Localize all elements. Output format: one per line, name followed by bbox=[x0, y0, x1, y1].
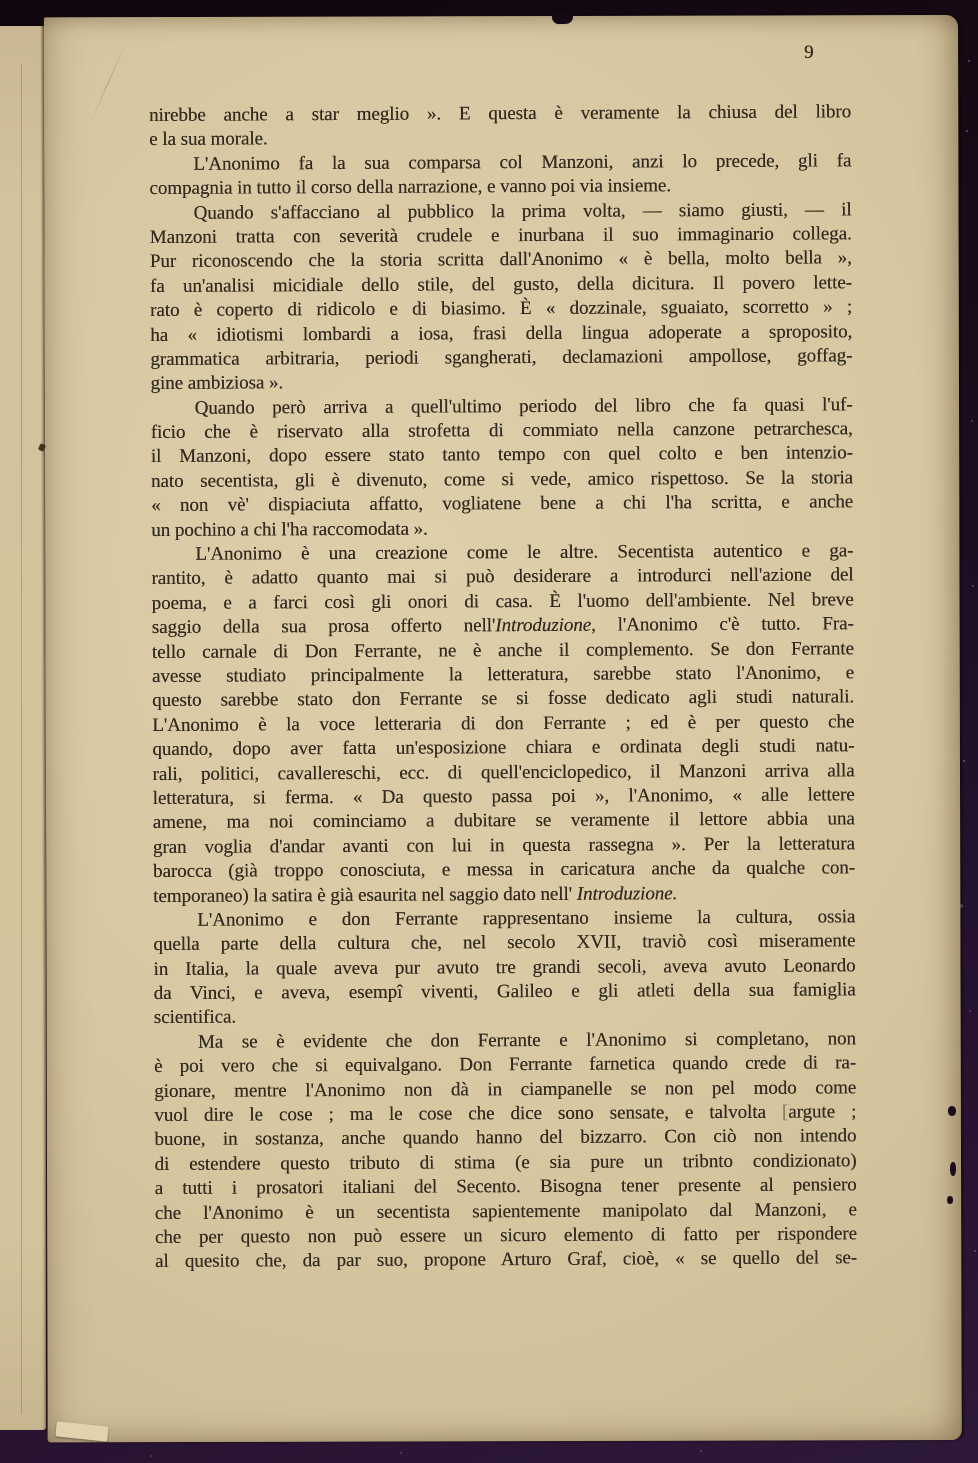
text-segment: « non vè' dispiaciuta affatto, vogliatene bene a chi l'ha scritta, e anche bbox=[151, 491, 854, 517]
text-segment: [ bbox=[781, 1101, 789, 1123]
text-line bbox=[150, 271, 852, 299]
text-segment: a tutti i prosatori italiani del Secento. Bisogna tener presente al pensiero bbox=[154, 1174, 857, 1200]
text-line bbox=[152, 734, 854, 762]
text-segment: Manzoni tratta con severità crudele e inurbana il suo immaginario collega. bbox=[149, 223, 852, 248]
text-segment: amene, ma noi cominciamo a dubitare se veramente il lettore abbia una bbox=[152, 808, 855, 834]
text-line bbox=[150, 295, 852, 323]
text-line bbox=[154, 1076, 856, 1104]
text-segment: che l'Anonimo è un secentista sapientemente manipolato dal Manzoni, e bbox=[154, 1198, 857, 1224]
text-segment: quando, dopo aver fatta un'esposizione chiara e ordinata degli studi natu- bbox=[152, 735, 855, 761]
text-segment: saggio della sua prosa offerto nell' bbox=[151, 615, 496, 639]
text-line bbox=[154, 1125, 856, 1153]
text-line bbox=[151, 515, 853, 543]
text-segment: ha « idiotismi lombardi a iosa, frasi della lingua adoperate a sproposito, bbox=[150, 320, 853, 346]
text-line bbox=[152, 588, 854, 616]
text-segment: argute ; bbox=[788, 1101, 857, 1123]
text-line bbox=[152, 759, 854, 787]
text-line bbox=[154, 978, 856, 1006]
page-text-block bbox=[149, 100, 857, 1274]
text-line bbox=[150, 320, 852, 348]
text-segment: nato secentista, gli è divenuto, come si vede, amico rispettoso. Se la storia bbox=[150, 467, 854, 492]
text-segment: il Manzoni, dopo essere stato tanto tempo con quel colto e ben intenzio- bbox=[150, 442, 853, 468]
text-line bbox=[150, 247, 852, 275]
text-segment: di estendere questo tributo di stima (e sia pure un tribnto condizionato) bbox=[154, 1150, 857, 1175]
text-line bbox=[152, 686, 854, 714]
text-segment: tello carnale di Don Ferrante, ne è anche il complemento. Se don Ferrante bbox=[151, 637, 854, 663]
text-line bbox=[149, 173, 851, 201]
text-line bbox=[151, 417, 853, 445]
text-segment: vuol dire le cose ; ma le cose che dice sono sensate, e talvolta bbox=[154, 1101, 782, 1127]
text-segment: scientifica. bbox=[153, 1007, 237, 1029]
text-line bbox=[154, 1003, 856, 1031]
text-segment: rali, politici, cavallereschi, ecc. di quell'enciclopedico, il Manzoni arriva alla bbox=[152, 759, 855, 785]
text-segment: Pur riconoscendo che la storia scritta dall'Anonimo « è bella, molto bella », bbox=[149, 247, 852, 273]
text-segment: L'Anonimo e don Ferrante rappresentano insieme la cultura, ossia bbox=[197, 906, 856, 931]
text-segment: da Vinci, e aveva, esempî viventi, Galileo e gli atleti della sua famiglia bbox=[153, 979, 856, 1005]
text-line bbox=[150, 222, 852, 250]
text-segment: questo sarebbe stato don Ferrante se si fosse dedicato agli studi naturali. bbox=[152, 686, 855, 712]
text-segment: rantito, è adatto quanto mai si può desiderare a introdurci nell'azione del bbox=[151, 564, 854, 590]
text-line bbox=[152, 637, 854, 665]
text-segment: barocca (già troppo conosciuta, e messa in caricatura anche da qualche con- bbox=[152, 857, 856, 883]
text-segment: temporaneo) la satira è già esaurita nel saggio dato nell' bbox=[153, 883, 577, 907]
text-line bbox=[151, 393, 853, 421]
text-segment: Quando però arriva a quell'ultimo periodo del libro che fa quasi l'uf- bbox=[194, 394, 853, 419]
text-segment: buone, in sostanza, anche quando hanno del bizzarro. Con ciò non intendo bbox=[154, 1125, 857, 1151]
text-line bbox=[151, 539, 853, 567]
text-line bbox=[154, 1052, 856, 1080]
text-line bbox=[153, 808, 855, 836]
text-segment: quella parte della cultura che, nel secolo XVII, traviò così miseramente bbox=[153, 930, 856, 956]
text-segment: un pochino a chi l'ha raccomodata ». bbox=[151, 518, 428, 541]
text-segment: poema, e a farci così gli onori di casa. È l'uomo dell'ambiente. Nel breve bbox=[151, 589, 854, 614]
text-line bbox=[150, 369, 852, 397]
text-segment: al quesito che, da par suo, propone Arturo Graf, cioè, « se quello del se- bbox=[155, 1247, 858, 1273]
text-line bbox=[150, 198, 852, 226]
text-line bbox=[155, 1222, 857, 1250]
text-line bbox=[155, 1198, 857, 1226]
text-line bbox=[151, 466, 853, 494]
text-line bbox=[151, 491, 853, 519]
text-line bbox=[153, 881, 855, 909]
text-line bbox=[153, 832, 855, 860]
text-line bbox=[153, 856, 855, 884]
text-segment: , l'Anonimo c'è tutto. Fra- bbox=[591, 613, 854, 636]
text-line bbox=[152, 710, 854, 738]
right-edge-chip bbox=[947, 1196, 953, 1204]
text-segment: che per questo non può essere un sicuro elemento di fatto per rispondere bbox=[154, 1223, 857, 1248]
text-segment: compagnia in tutto il corso della narrazione, e vanno poi via insieme. bbox=[149, 175, 671, 200]
text-segment: Ma se è evidente che don Ferrante e l'Anonimo si completano, non bbox=[197, 1028, 856, 1053]
text-segment: gine ambiziosa ». bbox=[150, 372, 284, 395]
text-segment: gran voglia d'andar avanti con lui in questa rassegna ». Per la letteratura bbox=[152, 833, 855, 858]
right-edge-chip bbox=[950, 1162, 956, 1176]
page-edge-strip bbox=[0, 26, 46, 1430]
text-segment: gionare, mentre l'Anonimo non dà in ciampanelle se non pel modo come bbox=[154, 1076, 857, 1102]
right-edge-chip bbox=[948, 1106, 956, 1116]
text-segment: è poi vero che si equivalgano. Don Ferrante farnetica quando crede di ra- bbox=[153, 1052, 857, 1078]
text-line bbox=[155, 1247, 857, 1275]
text-segment: ficio che è riservato alla strofetta di commiato nella canzone petrarchesca, bbox=[150, 418, 853, 444]
text-segment: rato è coperto di ridicolo e di biasimo. È « dozzinale, sguaiato, scorretto » ; bbox=[150, 296, 853, 322]
text-segment: L'Anonimo è una creazione come le altre. Secentista autentico e ga- bbox=[195, 540, 854, 565]
text-segment: e la sua morale. bbox=[149, 128, 268, 151]
text-segment: L'Anonimo è la voce letteraria di don Ferrante ; ed è per questo che bbox=[152, 711, 855, 736]
text-line bbox=[149, 125, 851, 153]
text-segment: fa un'analisi micidiale dello stile, del gusto, della dicitura. Il povero lette- bbox=[149, 272, 852, 297]
text-line bbox=[152, 613, 854, 641]
italic-text-segment: Introduzione. bbox=[576, 882, 678, 905]
background-speckles bbox=[0, 0, 2, 2]
page-number: 9 bbox=[804, 42, 814, 63]
text-line bbox=[153, 905, 855, 933]
text-segment: letteratura, si ferma. « Da questo passa poi », l'Anonimo, « alle lettere bbox=[152, 784, 855, 809]
text-line bbox=[154, 1027, 856, 1055]
text-line bbox=[149, 149, 851, 177]
text-line bbox=[154, 1100, 856, 1128]
text-segment: L'Anonimo fa la sua comparsa col Manzoni, anzi lo precede, gli fa bbox=[193, 150, 852, 175]
italic-text-segment: Introduzione bbox=[495, 614, 592, 637]
text-line bbox=[154, 1149, 856, 1177]
text-line bbox=[151, 564, 853, 592]
text-line bbox=[151, 442, 853, 470]
text-line bbox=[153, 954, 855, 982]
text-line bbox=[149, 100, 851, 128]
text-line bbox=[152, 661, 854, 689]
text-segment: nirebbe anche a star meglio ». E questa è veramente la chiusa del libro bbox=[149, 101, 852, 126]
text-line bbox=[150, 344, 852, 372]
top-edge-notch bbox=[552, 12, 573, 25]
text-line bbox=[153, 783, 855, 811]
text-line bbox=[153, 930, 855, 958]
text-segment: grammatica arbitraria, periodi sgangherati, declamazioni ampollose, goffag- bbox=[150, 345, 853, 370]
text-segment: Quando s'affacciano al pubblico la prima volta, — siamo giusti, — il bbox=[193, 198, 852, 224]
text-line bbox=[155, 1173, 857, 1201]
text-segment: in Italia, la quale aveva pur avuto tre grandi secoli, aveva avuto Leonardo bbox=[153, 954, 856, 980]
text-segment: avesse studiato principalmente la letteratura, sarebbe stato l'Anonimo, e bbox=[151, 662, 855, 687]
